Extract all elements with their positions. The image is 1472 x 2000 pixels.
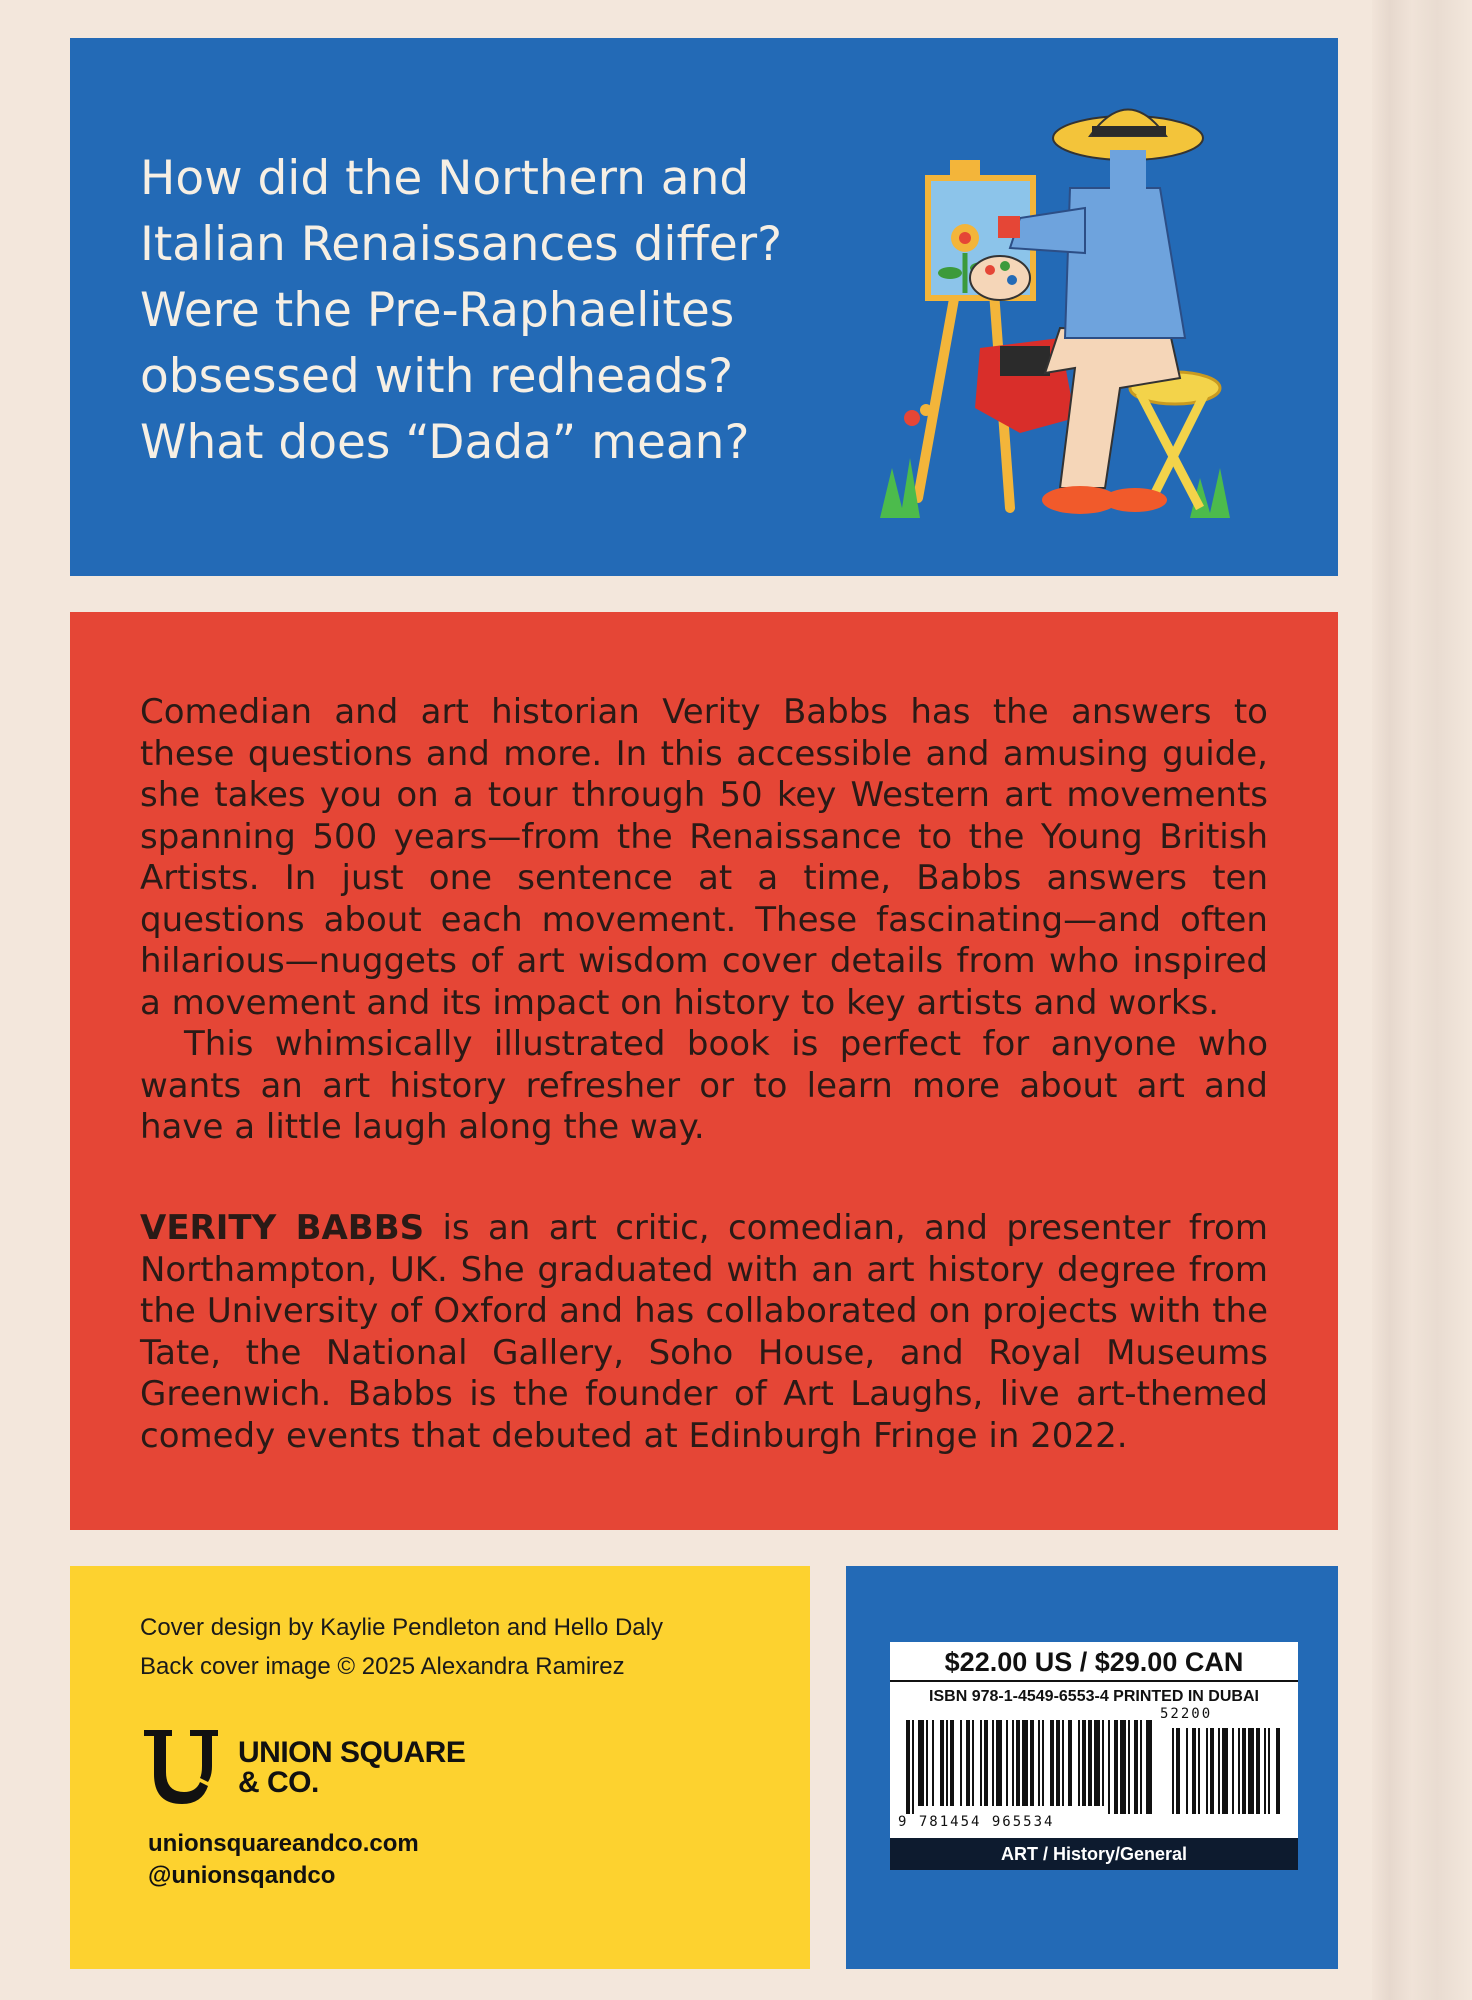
description-paragraph-2: This whimsically illustrated book is perfect for anyone who wants an art history refresher or to learn more about art and have a little laugh along the way. xyxy=(140,1024,1268,1147)
author-bio xyxy=(140,1208,1268,1457)
barcode-bar xyxy=(1114,1720,1118,1814)
addon-barcode-bar xyxy=(1176,1728,1180,1814)
barcode-bar xyxy=(1022,1720,1028,1806)
addon-digits: 52200 xyxy=(1160,1706,1213,1722)
author-bio-text: is an art critic, comedian, and presenter from Northampton, UK. She graduated with an art history degree from the University of Oxford and has collaborated on projects with the Tate, the National Gallery, Soho House, and Royal Museums Greenwich. Babbs is the founder of Art Laughs, live art-themed comedy events that debuted at Edinburgh Fringe in 2022. xyxy=(140,1208,1268,1456)
addon-barcode-bar xyxy=(1206,1728,1208,1814)
logo-line-1: UNION SQUARE xyxy=(238,1736,466,1769)
barcode-bar xyxy=(1134,1720,1138,1814)
category-label: ART / History/General xyxy=(890,1838,1298,1870)
barcode-panel xyxy=(846,1566,1338,1969)
barcode-bar xyxy=(1102,1720,1104,1806)
barcode-bar xyxy=(1062,1720,1064,1806)
barcode-bar xyxy=(1012,1720,1014,1806)
barcode-bar xyxy=(912,1720,914,1814)
question-line-1: How did the Northern and xyxy=(140,151,750,206)
addon-barcode-bar xyxy=(1256,1728,1260,1814)
barcode-bar xyxy=(1056,1720,1060,1806)
addon-barcode-bar xyxy=(1172,1728,1174,1814)
barcode-bar xyxy=(1140,1720,1142,1814)
barcode-bar xyxy=(932,1720,934,1806)
barcode-box xyxy=(890,1642,1298,1870)
barcode-bar xyxy=(906,1720,910,1814)
addon-barcode-bar xyxy=(1248,1728,1254,1814)
barcode-bar xyxy=(940,1720,944,1806)
spine-shadow xyxy=(1372,0,1472,2000)
addon-barcode-bar xyxy=(1222,1728,1228,1814)
question-line-5: What does “Dada” mean? xyxy=(140,415,750,470)
barcode-bar xyxy=(946,1720,948,1806)
addon-barcode-bar xyxy=(1268,1728,1270,1814)
addon-barcode-bar xyxy=(1264,1728,1266,1814)
description-paragraph-1: Comedian and art historian Verity Babbs has the answers to these questions and more. In this accessible and amusing guide, she takes you on a tour through 50 key Western art movements spanning 500 years—from the Renaissance to the Young British Artists. In just one sentence at a time, Babbs answers ten questions about each movement. These fascinating—and often hilarious—nuggets of art wisdom cover details from who inspired a movement and its impact on history to key artists and works. xyxy=(140,692,1268,1023)
barcode-bar xyxy=(966,1720,970,1806)
barcode-bar xyxy=(1146,1720,1152,1814)
barcode-bar xyxy=(1050,1720,1054,1806)
barcode-bar xyxy=(950,1720,954,1806)
cover-design-credit: Cover design by Kaylie Pendleton and Hello Daly xyxy=(140,1614,663,1641)
publisher-panel xyxy=(70,1566,810,1969)
barcode-bar xyxy=(1120,1720,1126,1814)
credits xyxy=(140,1608,663,1686)
addon-barcode-bar xyxy=(1238,1728,1240,1814)
barcode-icon xyxy=(902,1720,1290,1816)
barcode-bar xyxy=(1088,1720,1092,1806)
addon-barcode-bar xyxy=(1218,1728,1220,1814)
barcode-bar xyxy=(960,1720,962,1806)
barcode-bar xyxy=(926,1720,928,1806)
union-square-logo-icon xyxy=(140,1726,220,1806)
addon-barcode-bar xyxy=(1192,1728,1196,1814)
book-description xyxy=(140,692,1268,1149)
question-line-3: Were the Pre-Raphaelites xyxy=(140,283,735,338)
publisher-website[interactable]: unionsquareandco.com xyxy=(148,1830,419,1857)
author-name: VERITY BABBS xyxy=(140,1208,425,1248)
barcode-bar xyxy=(992,1720,994,1806)
barcode-bar xyxy=(1078,1720,1080,1806)
addon-barcode-bar xyxy=(1210,1728,1214,1814)
barcode-bar xyxy=(918,1720,924,1806)
addon-barcode-bar xyxy=(1198,1728,1200,1814)
addon-barcode-bar xyxy=(1276,1728,1280,1814)
questions-panel xyxy=(70,38,1338,576)
barcode-bar xyxy=(972,1720,974,1806)
barcode-bar xyxy=(1108,1720,1110,1814)
cover-image-credit: Back cover image © 2025 Alexandra Ramirez xyxy=(140,1653,625,1680)
publisher-handle[interactable]: @unionsqandco xyxy=(148,1862,336,1889)
barcode-bar xyxy=(1038,1720,1040,1806)
barcode-bar xyxy=(984,1720,988,1806)
description-panel xyxy=(70,612,1338,1530)
barcode-bar xyxy=(1082,1720,1086,1806)
barcode-bar xyxy=(980,1720,982,1806)
question-line-4: obsessed with redheads? xyxy=(140,349,734,404)
publisher-logo-text xyxy=(238,1738,465,1798)
price-label: $22.00 US / $29.00 CAN xyxy=(890,1642,1298,1682)
barcode-bar xyxy=(1042,1720,1044,1806)
barcode-bar xyxy=(1016,1720,1020,1806)
barcode-bar xyxy=(1068,1720,1072,1806)
teaser-questions xyxy=(140,146,800,476)
addon-barcode-bar xyxy=(1242,1728,1246,1814)
addon-barcode-bar xyxy=(1232,1728,1234,1814)
question-line-2: Italian Renaissances differ? xyxy=(140,217,783,272)
barcode-bar xyxy=(1030,1720,1034,1806)
barcode-bar xyxy=(996,1720,1002,1806)
logo-line-2: & CO. xyxy=(238,1766,319,1799)
publisher-links xyxy=(148,1828,419,1892)
painter-illustration xyxy=(870,88,1290,568)
barcode-bar xyxy=(1128,1720,1130,1814)
isbn-line: ISBN 978-1-4549-6553-4 PRINTED IN DUBAI xyxy=(929,1688,1259,1705)
barcode-bar xyxy=(1094,1720,1100,1806)
barcode-bar xyxy=(1006,1720,1008,1806)
addon-barcode-bar xyxy=(1186,1728,1188,1814)
barcode-digits: 9 781454 965534 xyxy=(898,1814,1055,1830)
